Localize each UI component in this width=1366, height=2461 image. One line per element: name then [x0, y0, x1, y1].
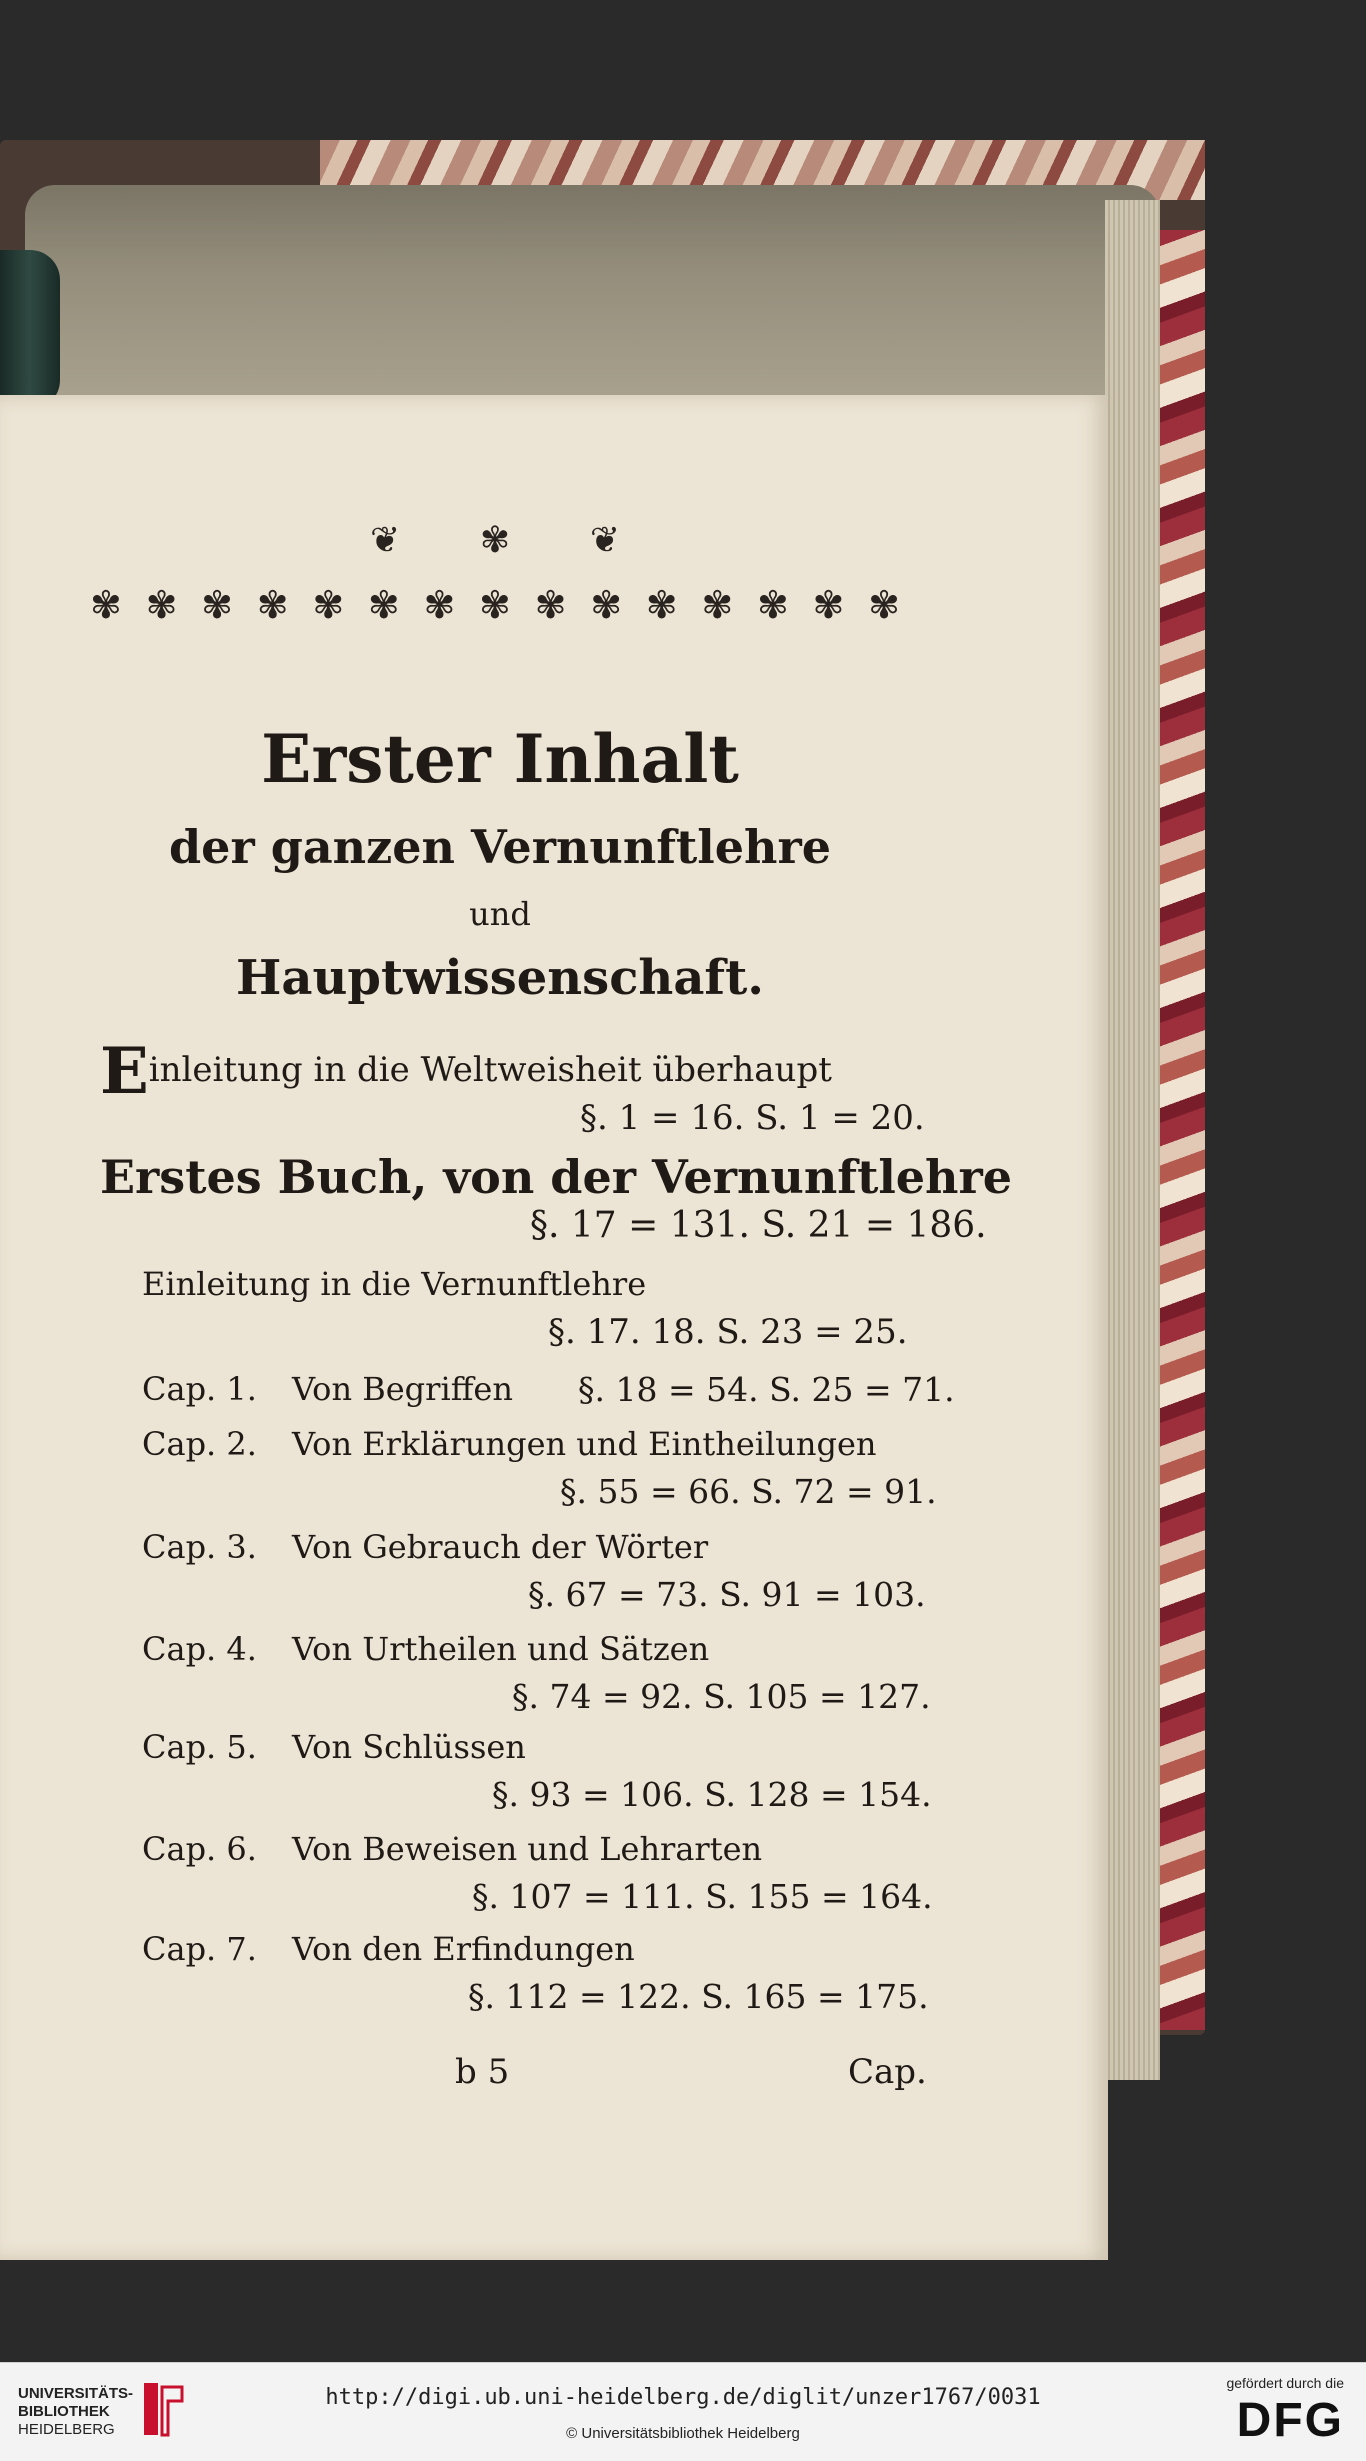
flower-icon: ✾: [256, 583, 289, 627]
page-title: Erster Inhalt: [261, 720, 739, 798]
fleuron-icon: ❦: [589, 519, 620, 561]
flower-icon: ✾: [701, 583, 734, 627]
chapter-ref: §. 55 = 66. S. 72 = 91.: [560, 1472, 937, 1511]
page-block-top: [25, 185, 1160, 405]
einleitung-entry: Einleitung in die Vernunftlehre: [142, 1265, 647, 1303]
title-line-4: Hauptwissenschaft.: [236, 950, 764, 1006]
chapter-title: Von Gebrauch der Wörter: [292, 1528, 709, 1566]
chapter-label: Cap. 7.: [142, 1930, 257, 1968]
chapter-title: Von Begriffen: [292, 1370, 513, 1408]
bookmark-ribbon: [0, 250, 60, 410]
ornament-top: [370, 515, 620, 565]
signature-mark: b 5: [455, 2052, 510, 2092]
funding-label: gefördert durch die: [1226, 2375, 1344, 2391]
chapter-ref: §. 74 = 92. S. 105 = 127.: [512, 1677, 931, 1716]
chapter-title: Von Urtheilen und Sätzen: [292, 1630, 710, 1668]
chapter-label: Cap. 6.: [142, 1830, 257, 1868]
intro-text: inleitung in die Weltweisheit überhaupt: [148, 1050, 832, 1090]
flower-icon: ✾: [756, 583, 789, 627]
flower-icon: ✾: [479, 583, 511, 627]
chapter-label: Cap. 1.: [142, 1370, 257, 1408]
flower-icon: ✾: [145, 583, 178, 627]
intro-ref: §. 1 = 16. S. 1 = 20.: [580, 1098, 925, 1138]
chapter-label: Cap. 2.: [142, 1425, 257, 1463]
intro-entry: [100, 1034, 832, 1109]
chapter-label: Cap. 4.: [142, 1630, 257, 1668]
copyright-notice: © Universitätsbibliothek Heidelberg: [566, 2425, 800, 2442]
catchword: Cap.: [848, 2052, 927, 2092]
flower-icon: ✾: [312, 583, 345, 627]
chapter-ref: §. 93 = 106. S. 128 = 154.: [492, 1775, 932, 1814]
chapter-ref: §. 107 = 111. S. 155 = 164.: [472, 1877, 933, 1916]
chapter-title: Von Beweisen und Lehrarten: [292, 1830, 763, 1868]
book-ref: §. 17 = 131. S. 21 = 186.: [530, 1205, 987, 1246]
flower-icon: ✾: [534, 583, 567, 627]
chapter-ref: §. 112 = 122. S. 165 = 175.: [468, 1977, 929, 2016]
library-name-line-3: HEIDELBERG: [18, 2421, 115, 2438]
flower-icon: ✾: [367, 583, 400, 627]
flower-icon: ✾: [423, 583, 456, 627]
flower-icon: ✾: [590, 583, 623, 627]
drop-initial: E: [100, 1034, 149, 1109]
dfg-logo[interactable]: DFG: [1236, 2394, 1344, 2447]
chapter-label: Cap. 3.: [142, 1528, 257, 1566]
chapter-title: Von Erklärungen und Eintheilungen: [292, 1425, 877, 1463]
chapter-ref: §. 18 = 54. S. 25 = 71.: [578, 1370, 955, 1409]
fleuron-icon: ❦: [370, 519, 401, 561]
title-line-2: der ganzen Vernunftlehre: [169, 820, 831, 874]
ornament-row: [90, 580, 900, 630]
library-name-line-1: UNIVERSITÄTS-: [18, 2385, 134, 2402]
page-block-side: [1105, 200, 1160, 2080]
chapter-ref: §. 67 = 73. S. 91 = 103.: [528, 1575, 926, 1614]
chapter-title: Von Schlüssen: [292, 1728, 526, 1766]
flower-icon: ✾: [90, 583, 122, 627]
title-line-3: und: [469, 895, 531, 933]
flower-icon: ✾: [812, 583, 845, 627]
flower-icon: ✾: [645, 583, 678, 627]
book-heading: Erstes Buch, von der Vernunftlehre: [100, 1150, 1013, 1204]
flower-icon: ✾: [479, 519, 511, 561]
flower-icon: ✾: [201, 583, 233, 627]
einleitung-ref: §. 17. 18. S. 23 = 25.: [548, 1312, 908, 1352]
chapter-title: Von den Erfindungen: [292, 1930, 635, 1968]
library-name-line-2: BIBLIOTHEK: [18, 2403, 110, 2420]
chapter-label: Cap. 5.: [142, 1728, 257, 1766]
permalink-url[interactable]: http://digi.ub.uni-heidelberg.de/diglit/unzer1767/0031: [325, 2385, 1041, 2410]
footer-bar: [0, 2362, 1366, 2461]
flower-icon: ✾: [868, 583, 900, 627]
